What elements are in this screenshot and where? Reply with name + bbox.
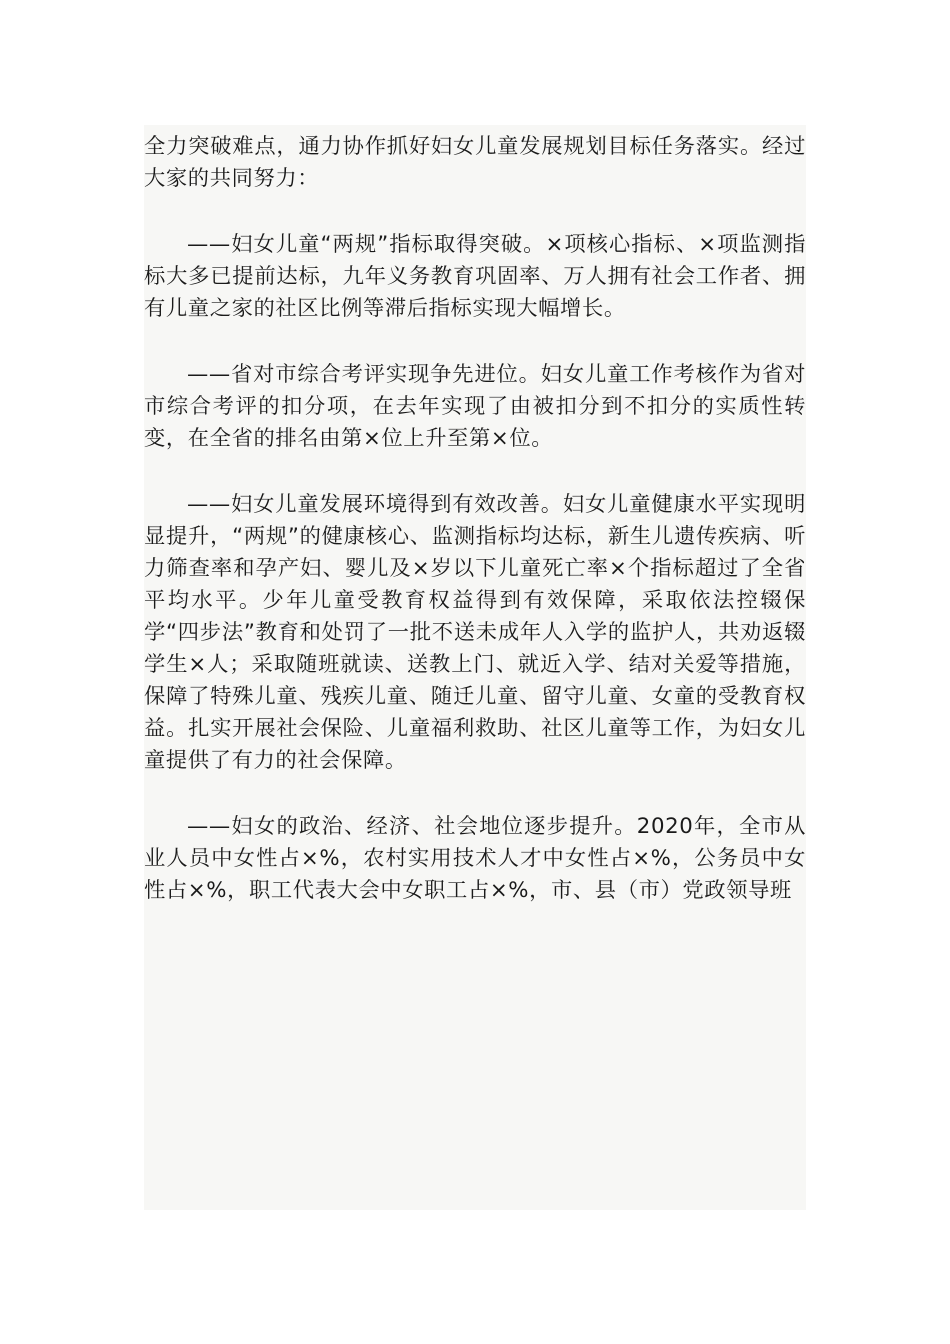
document-text-block <box>144 125 806 1210</box>
paragraph-status: ——妇女的政治、经济、社会地位逐步提升。2020年，全市从业人员中女性占×%，农村实用技术人才中女性占×%，公务员中女性占×%，职工代表大会中女职工占×%，市、县（市）党政领导班 <box>144 814 806 903</box>
paragraph-environment: ——妇女儿童发展环境得到有效改善。妇女儿童健康水平实现明显提升，“两规”的健康核心、监测指标均达标，新生儿遗传疾病、听力筛查率和孕产妇、婴儿及×岁以下儿童死亡率×个指标超过了全省平均水平。少年儿童受教育权益得到有效保障，采取依法控辍保学“四步法”教育和处罚了一批不送未成年人入学的监护人，共劝返辍学生×人；采取随班就读、送教上门、就近入学、结对关爱等措施，保障了特殊儿童、残疾儿童、随迁儿童、留守儿童、女童的受教育权益。扎实开展社会保险、儿童福利救助、社区儿童等工作，为妇女儿童提供了有力的社会保障。 <box>144 492 806 773</box>
paragraph-evaluation: ——省对市综合考评实现争先进位。妇女儿童工作考核作为省对市综合考评的扣分项，在去年实现了由被扣分到不扣分的实质性转变，在全省的排名由第×位上升至第×位。 <box>144 362 806 451</box>
paragraph-indicators: ——妇女儿童“两规”指标取得突破。×项核心指标、×项监测指标大多已提前达标，九年义务教育巩固率、万人拥有社会工作者、拥有儿童之家的社区比例等滞后指标实现大幅增长。 <box>144 232 806 321</box>
paragraph-intro: 全力突破难点，通力协作抓好妇女儿童发展规划目标任务落实。经过大家的共同努力： <box>144 134 806 191</box>
